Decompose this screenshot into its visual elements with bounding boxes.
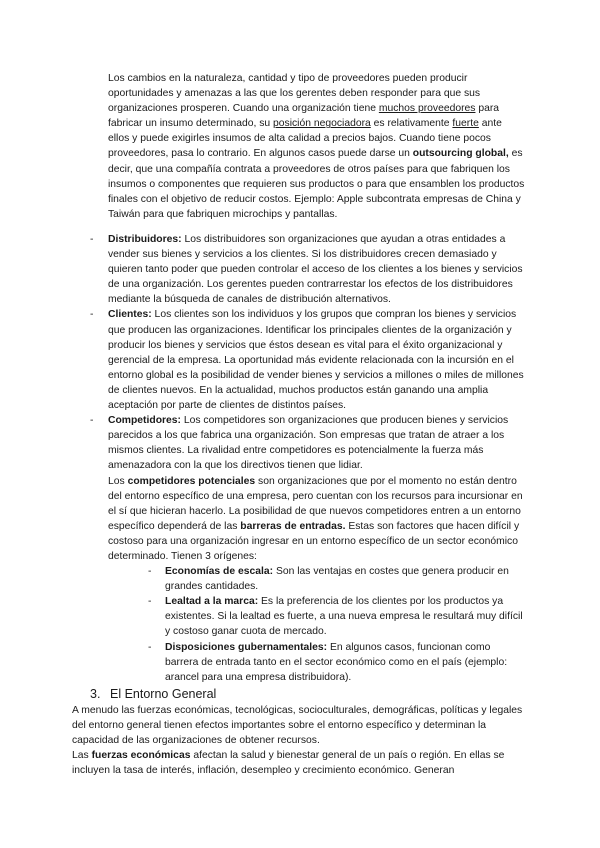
list-item-distributors: - Distribuidores: Los distribuidores son organizaciones que ayudan a otras entidades a vender sus bienes y servicios a los clientes. Si los distribuidores crecen demasiado y quieren tanto poder que pueden controlar el acceso de los clientes a los bienes y servicios de una organización. Los gerentes pueden contrarrestar los efectos de los distribuidores mediante la búsqueda de canales de distribución alternativos. [90, 234, 523, 306]
bullet-dash: - [148, 641, 152, 653]
suppliers-paragraph: Los cambios en la naturaleza, cantidad y tipo de proveedores pueden producir oportunidades y amenazas a las que los gerentes deben responder para que sus organizaciones prosperen. Cuando una organización tiene muchos proveedores para fabricar un insumo determinado, su posición negociadora es relativamente fuerte ante ellos y puede exigirles insumos de alta calidad a precios bajos. Cuando tiene pocos proveedores, pasa lo contrario. En algunos casos puede darse un outsourcing global, es decir, que una compañía contrata a proveedores de otros países para que fabriquen los insumos o componentes que requieren sus productos o para que ensamblen los productos finales con el objetivo de reducir costos. Ejemplo: Apple subcontrata empresas de China y Taiwán para que fabriquen microchips y pantallas. [108, 73, 525, 220]
underline-bargaining-position: posición negociadora [273, 118, 371, 130]
section-title: El Entorno General [110, 687, 217, 701]
section-number: 3. [90, 687, 101, 701]
potential-competitors-paragraph: Los competidores potenciales son organizaciones que por el momento no están dentro del entorno específico de una empresa, pero cuentan con los recursos para incursionar en el sí que hicieran hacerlo. La posibilidad de que nuevos competidores entren a un entorno específico dependerá de las barreras de entradas. Estas son factores que hacen difícil y costoso para una organización ingresar en un entorno específico de un sector económico determinado. Tienen 3 orígenes: [108, 475, 523, 562]
term-potential-competitors: competidores potenciales [127, 475, 256, 487]
list-item-brand-loyalty: - Lealtad a la marca: Es la preferencia de los clientes por los productos ya existentes. Si la lealtad es fuerte, a una nueva empresa le resultará muy difícil y costoso ganar cuota de mercado. [148, 596, 523, 638]
term-global-outsourcing: outsourcing global, [412, 148, 509, 160]
term-clients: Clientes: [108, 309, 152, 321]
term-entry-barriers: barreras de entradas. [240, 520, 346, 532]
general-environment-paragraph: A menudo las fuerzas económicas, tecnológicas, socioculturales, demográficas, políticas y legales del entorno general tienen efectos importantes sobre el entorno específico y determinan la capacidad de las organizaciones de obtener recursos. [72, 705, 523, 747]
list-item-competitors: - Competidores: Los competidores son organizaciones que producen bienes y servicios parecidos a los que fabrica una organización. Son empresas que tratan de atraer a los mismos clientes. La rivalidad entre competidores es potencialmente la fuerza más amenazadora con la que los directivos tienen que lidiar. Los competidores potenciales son organizaciones que por el momento no están dentro del entorno específico de una empresa, pero cuentan con los recursos para incursionar en el sí que hicieran hacerlo. La posibilidad de que nuevos competidores entren a un entorno específico dependerá de las barreras de entradas. Estas son factores que hacen difícil y costoso para una organización ingresar en un entorno específico de un sector económico determinado. Tienen 3 orígenes: - Economías de escala: Son las ventajas en costes que genera producir en grandes cantidades. - Lealtad a la marca: Es la preferencia de los clientes por los productos ya existentes. Si la lealtad es fuerte, a una nueva empresa le resultará muy difícil y costoso ganar cuota de mercado. - Disposiciones gubernamentales: En algunos casos, funcionan como barrera de entrada tanto en el sector económico como en el país (ejemplo: arancel para una empresa distribuidora). [90, 413, 526, 685]
bullet-dash: - [148, 566, 152, 578]
underline-many-suppliers: muchos proveedores [378, 103, 476, 115]
environment-bullet-list [90, 232, 526, 685]
section-heading [90, 686, 530, 702]
list-item-clients: - Clientes: Los clientes son los individuos y los grupos que compran los bienes y servicios que producen las organizaciones. Identificar los principales clientes de la organización y producir los bienes y servicios que éstos desean es vital para el éxito organizacional y gerencial de la empresa. La oportunidad más evidente relacionada con la incursión en el entorno global es la posibilidad de vender bienes y servicios a millones o miles de millones de clientes nuevos. En la actualidad, muchos productos están ganando una amplia aceptación por parte de clientes de distintos países. [90, 309, 524, 412]
term-government-regulations: Disposiciones gubernamentales: [165, 641, 328, 653]
bullet-dash: - [90, 309, 94, 321]
bullet-dash: - [90, 234, 94, 245]
list-item-government-regulations: - Disposiciones gubernamentales: En algunos casos, funcionan como barrera de entrada tanto en el sector económico como en el país (ejemplo: arancel para una empresa distribuidora). [148, 641, 508, 683]
entry-barrier-origins-list [148, 564, 526, 685]
bullet-dash: - [90, 415, 94, 427]
term-brand-loyalty: Lealtad a la marca: [165, 596, 259, 608]
list-item-economies-of-scale: - Economías de escala: Son las ventajas en costes que genera producir en grandes cantidades. [148, 566, 509, 593]
term-economies-of-scale: Economías de escala: [165, 566, 274, 578]
bullet-dash: - [148, 596, 152, 608]
term-competitors: Competidores: [108, 415, 181, 427]
general-environment-body [72, 703, 530, 778]
term-distributors: Distribuidores: [108, 234, 182, 245]
term-economic-forces: fuerzas económicas [91, 750, 191, 762]
underline-strong: fuerte [452, 118, 479, 130]
economic-forces-paragraph: Las fuerzas económicas afectan la salud y bienestar general de un país o región. En ellas se incluyen la tasa de interés, inflación, desempleo y crecimiento económico. Generan [72, 750, 505, 777]
